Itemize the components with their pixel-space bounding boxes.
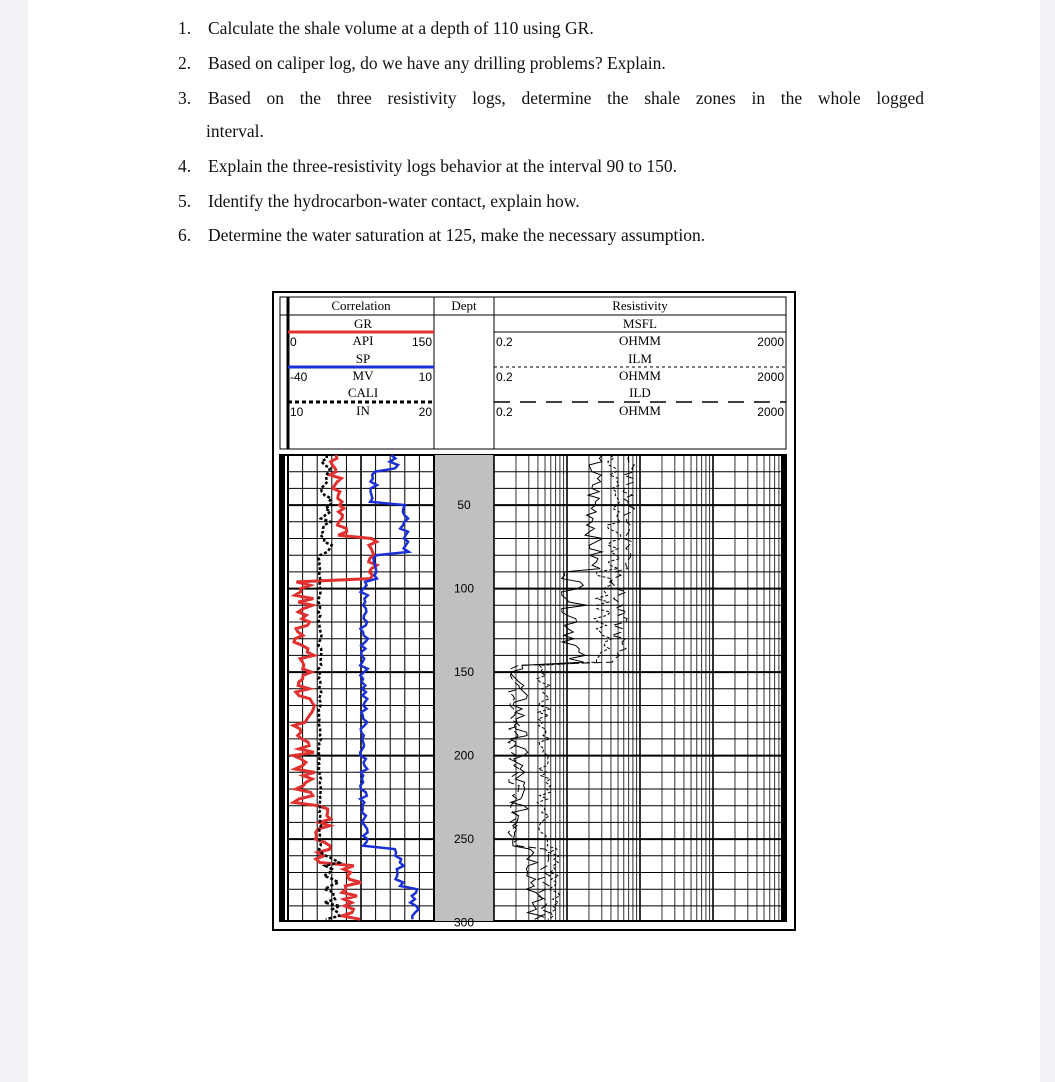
gr-min: 0 (290, 335, 297, 349)
well-log-figure (272, 291, 796, 931)
question-text: Based on the three resistivity logs, determine the shale zones in the whole logged (208, 88, 924, 108)
question-number: 5. (178, 191, 192, 211)
gr-name: GR (353, 316, 373, 331)
gr-max: 150 (411, 335, 432, 349)
question-text: Based on caliper log, do we have any drilling problems? Explain. (208, 53, 666, 73)
ild-max: 2000 (757, 405, 784, 419)
msfl-unit: OHMM (619, 333, 661, 348)
msfl-max: 2000 (757, 335, 784, 349)
sp-unit: MV (352, 368, 374, 383)
ilm-max: 2000 (757, 370, 784, 384)
question-number: 1. (178, 18, 192, 38)
ild-unit: OHMM (619, 403, 661, 418)
question-text: Explain the three-resistivity logs behavior at the interval 90 to 150. (208, 156, 677, 176)
ild-min: 0.2 (496, 405, 513, 419)
track2-title: Dept (451, 298, 477, 313)
cali-unit: IN (356, 403, 370, 418)
question-number: 3. (178, 88, 192, 108)
ilm-name: ILM (628, 351, 652, 366)
depth-label: 300 (453, 915, 475, 929)
cali-max: 20 (418, 405, 432, 419)
question-text: Determine the water saturation at 125, make the necessary assumption. (208, 225, 706, 245)
log-body-box (280, 455, 786, 921)
track1-title: Correlation (331, 298, 391, 313)
log-grid (280, 455, 786, 921)
sp-name: SP (355, 351, 371, 366)
ilm-min: 0.2 (496, 370, 513, 384)
question-number: 4. (178, 156, 192, 176)
ild-name: ILD (629, 385, 651, 400)
depth-label: 100 (453, 581, 475, 596)
cali-name: CALI (347, 385, 379, 400)
depth-track (434, 455, 494, 921)
depth-label: 50 (457, 498, 471, 513)
msfl-min: 0.2 (496, 335, 513, 349)
depth-label: 200 (453, 748, 475, 763)
sp-max: 10 (418, 370, 432, 384)
sp-min: -40 (290, 370, 308, 384)
depth-label: 250 (453, 832, 475, 847)
depth-label: 150 (453, 665, 475, 680)
ilm-unit: OHMM (619, 368, 661, 383)
track3-title: Resistivity (612, 298, 668, 313)
gr-unit: API (352, 333, 374, 348)
question-text: Calculate the shale volume at a depth of 110 using GR. (208, 18, 594, 38)
msfl-name: MSFL (623, 316, 657, 331)
question-number: 6. (178, 225, 192, 245)
log-header (280, 297, 786, 449)
question-text: Identify the hydrocarbon-water contact, explain how. (208, 191, 580, 211)
question-text-continuation: interval. (206, 121, 264, 141)
well-log-chart (274, 293, 794, 929)
document-page (28, 0, 1040, 1082)
cali-min: 10 (290, 405, 304, 419)
question-number: 2. (178, 53, 192, 73)
